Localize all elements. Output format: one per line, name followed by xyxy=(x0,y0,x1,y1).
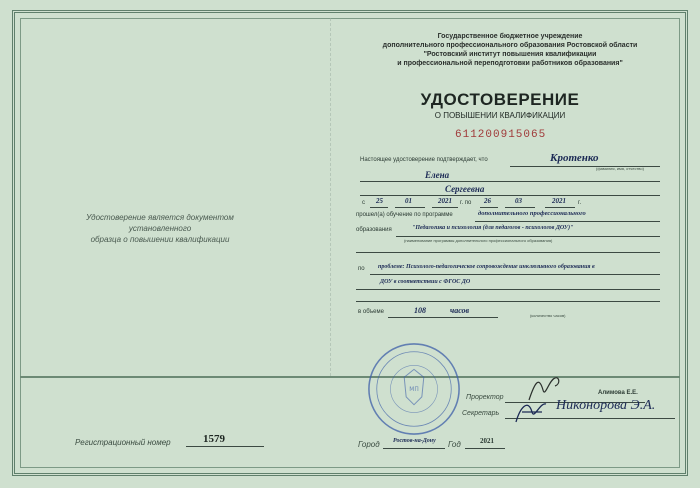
bottom-divider xyxy=(20,376,680,381)
year-value: 2021 xyxy=(480,437,494,445)
period-suffix-2: г. xyxy=(578,200,582,206)
problem-value-1: проблеме: Психолого-педагогическое сопровождение инклюзивного образования в xyxy=(378,264,595,270)
document-title: УДОСТОВЕРЕНИЕ xyxy=(420,90,580,109)
certificate-number: 611200915065 xyxy=(455,129,547,141)
period-from-month: 01 xyxy=(405,197,412,205)
holder-surname: Кротенко xyxy=(550,152,599,164)
holder-intro: Настоящее удостоверение подтверждает, что xyxy=(360,157,488,163)
problem-value-2: ДОУ в соответствии с ФГОС ДО xyxy=(380,279,471,285)
left-note-line-2: образца о повышении квалификации xyxy=(90,235,230,244)
official-stamp xyxy=(365,340,463,438)
reg-label: Регистрационный номер xyxy=(75,438,171,447)
secretary-name: Никонорова Э.А. xyxy=(556,398,656,413)
reg-number: 1579 xyxy=(203,433,225,445)
organization-header xyxy=(360,32,660,68)
period-to-month: 03 xyxy=(515,197,522,205)
year-label: Год xyxy=(448,440,461,449)
volume-hint: (количество часов) xyxy=(530,313,566,318)
period-suffix-1: г. по xyxy=(460,200,472,206)
org-line-3: "Ростовский институт повышения квалификации xyxy=(423,51,597,58)
fold-line xyxy=(330,18,331,376)
org-line-4: и профессиональной переподготовки работников образования" xyxy=(397,60,623,67)
period-to-day: 26 xyxy=(484,197,491,205)
program-label-2: образования xyxy=(356,227,392,233)
problem-label: по xyxy=(358,266,365,272)
volume-label: в объеме xyxy=(358,309,384,315)
document-subtitle: О ПОВЫШЕНИИ КВАЛИФИКАЦИИ xyxy=(434,111,566,120)
city-label: Город xyxy=(358,440,380,449)
program-hint: (наименование программы дополнительного профессионального образования) xyxy=(404,238,553,243)
period-from-label: с xyxy=(362,200,365,206)
volume-unit: часов xyxy=(450,306,470,315)
org-line-2: дополнительного профессионального образования Ростовской области xyxy=(382,42,638,49)
period-from-year: 2021 xyxy=(438,197,452,205)
period-from-day: 25 xyxy=(376,197,383,205)
period-to-year: 2021 xyxy=(552,197,566,205)
city-value: Ростов-на-Дону xyxy=(393,438,436,444)
holder-name: Елена xyxy=(425,170,450,180)
program-value-1: дополнительного профессионального xyxy=(478,210,586,217)
secretary-signature xyxy=(512,392,552,426)
secretary-label: Секретарь xyxy=(462,410,500,417)
left-note-line-1: Удостоверение является документом установленного xyxy=(86,213,234,233)
program-label-1: прошел(а) обучение по программе xyxy=(356,212,453,218)
holder-patronymic: Сергеевна xyxy=(445,184,485,194)
stamp-text: МП xyxy=(409,386,419,393)
left-note xyxy=(60,212,260,245)
fio-hint: (фамилия, имя, отчество) xyxy=(596,166,644,171)
rector-name: Алимова Е.Е. xyxy=(598,390,638,396)
volume-hours: 108 xyxy=(414,306,426,315)
rector-label: Проректор xyxy=(466,394,504,401)
org-line-1: Государственное бюджетное учреждение xyxy=(437,33,583,40)
program-value-2: "Педагогика и психология (для педагогов - психологов ДОУ)" xyxy=(412,225,574,231)
